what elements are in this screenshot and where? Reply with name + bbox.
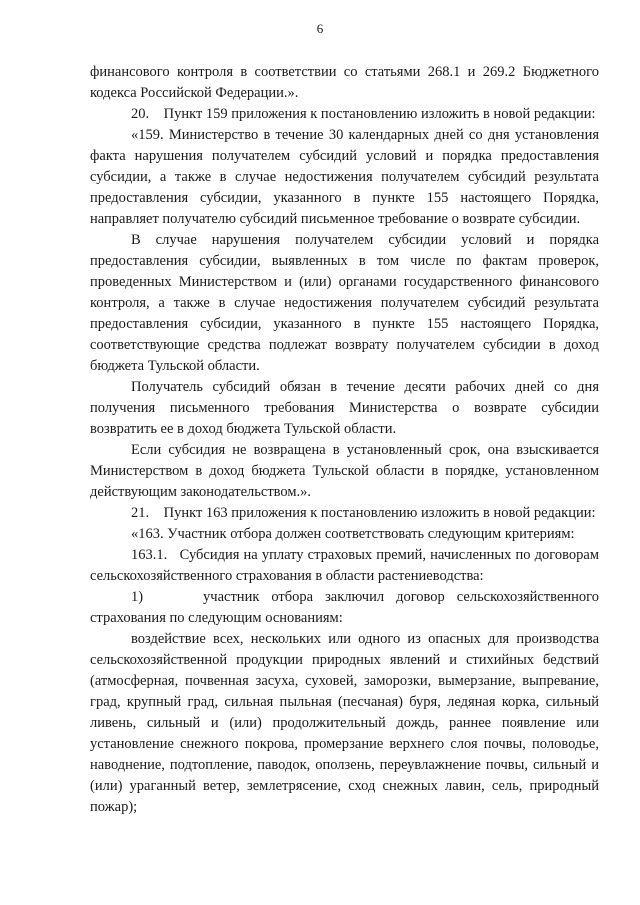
paragraph-quote-163: «163. Участник отбора должен соответствовать следующим критериям: [131, 526, 575, 542]
paragraph-natural-hazards: воздействие всех, нескольких или одного из опасных для производства сельскохозяйственной продукции природных явлений и стихийных бедствий (атмосферная, почвенная засуха, суховей, заморозки, вымерзание, выпревание, град, крупный град, сильная пыльная (песчаная) буря, ледяная корка, сильный ливень, сильный и (или) продолжительный дождь, раннее появление или установление снежного покрова, промерзание верхнего слоя почвы, половодье, наводнение, подтопление, паводок, оползень, переувлажнение почвы, сильный и (или) ураганный ветер, землетрясение, сход снежных лавин, сель, природный пожар); [90, 631, 599, 815]
paragraph-criterion-1: 1) участник отбора заключил договор сельскохозяйственного страхования по следующим основаниям: [90, 589, 599, 626]
paragraph-return-obligation: Получатель субсидий обязан в течение десяти рабочих дней со дня получения письменного требования Министерства о возврате субсидии возвратить ее в доход бюджета Тульской области. [90, 379, 599, 437]
paragraph-continuation: финансового контроля в соответствии со статьями 268.1 и 269.2 Бюджетного кодекса Российской Федерации.». [90, 64, 599, 101]
paragraph-violation-case: В случае нарушения получателем субсидии условий и порядка предоставления субсидии, выявленных в том числе по фактам проверок, проведенных Министерством и (или) органами государственного финансового контроля, а также в случае недостижения получателем субсидий результата предоставления субсидии, указанного в пункте 155 настоящего Порядка, соответствующие средства подлежат возврату получателем субсидии в доход бюджета Тульской области. [90, 232, 599, 374]
paragraph-recovery: Если субсидия не возвращена в установленный срок, она взыскивается Министерством в доход бюджета Тульской области в порядке, установленном действующим законодательством.». [90, 442, 599, 500]
paragraph-item-20: 20. Пункт 159 приложения к постановлению изложить в новой редакции: [131, 106, 596, 122]
paragraph-item-21: 21. Пункт 163 приложения к постановлению изложить в новой редакции: [131, 505, 596, 521]
paragraph-163-1: 163.1. Субсидия на уплату страховых премий, начисленных по договорам сельскохозяйственного страхования в области растениеводства: [90, 547, 599, 584]
document-body [90, 62, 599, 818]
paragraph-quote-159: «159. Министерство в течение 30 календарных дней со дня установления факта нарушения получателем субсидий условий и порядка предоставления субсидии, а также в случае недостижения получателем субсидий результата предоставления субсидии, указанного в пункте 155 настоящего Порядка, направляет получателю субсидий письменное требование о возврате субсидии. [90, 127, 599, 227]
page-number: 6 [316, 21, 324, 36]
